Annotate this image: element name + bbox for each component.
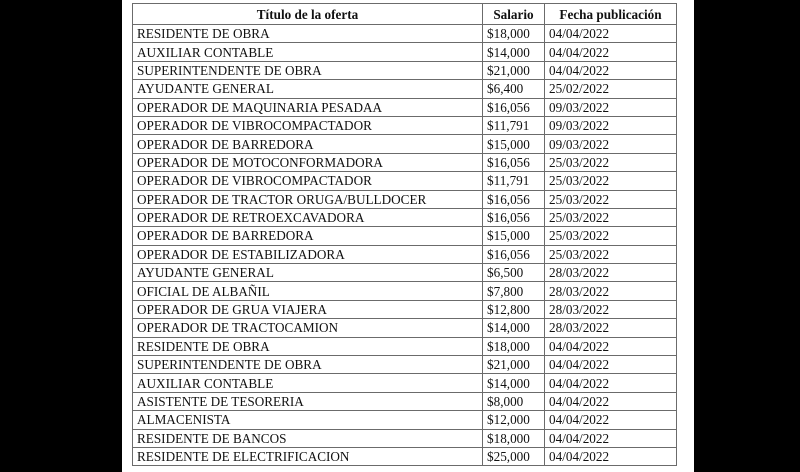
cell-date: 25/02/2022 [545,80,677,98]
cell-salary: $18,000 [483,337,545,355]
cell-salary: $21,000 [483,356,545,374]
cell-salary: $8,000 [483,392,545,410]
cell-salary: $16,056 [483,190,545,208]
cell-title: RESIDENTE DE OBRA [133,337,483,355]
cell-date: 25/03/2022 [545,190,677,208]
cell-title: SUPERINTENDENTE DE OBRA [133,356,483,374]
table-row [133,172,677,190]
cell-title: RESIDENTE DE BANCOS [133,429,483,447]
cell-salary: $12,800 [483,300,545,318]
cell-salary: $12,000 [483,411,545,429]
cell-date: 25/03/2022 [545,245,677,263]
cell-date: 28/03/2022 [545,300,677,318]
table-row [133,374,677,392]
cell-salary: $21,000 [483,61,545,79]
cell-salary: $18,000 [483,25,545,43]
cell-title: OPERADOR DE RETROEXCAVADORA [133,208,483,226]
cell-date: 04/04/2022 [545,337,677,355]
table-row [133,429,677,447]
cell-date: 04/04/2022 [545,43,677,61]
cell-title: ASISTENTE DE TESORERIA [133,392,483,410]
cell-date: 25/03/2022 [545,172,677,190]
cell-date: 09/03/2022 [545,98,677,116]
cell-title: AYUDANTE GENERAL [133,80,483,98]
cell-date: 25/03/2022 [545,153,677,171]
table-row [133,190,677,208]
table-row [133,282,677,300]
table-row [133,61,677,79]
cell-title: AUXILIAR CONTABLE [133,43,483,61]
cell-date: 04/04/2022 [545,61,677,79]
cell-date: 04/04/2022 [545,25,677,43]
cell-title: OPERADOR DE TRACTOCAMION [133,319,483,337]
table-row [133,98,677,116]
table-row [133,245,677,263]
cell-title: OPERADOR DE VIBROCOMPACTADOR [133,116,483,134]
cell-salary: $16,056 [483,98,545,116]
cell-salary: $7,800 [483,282,545,300]
cell-salary: $15,000 [483,227,545,245]
table-row [133,208,677,226]
cell-date: 28/03/2022 [545,319,677,337]
cell-date: 25/03/2022 [545,227,677,245]
cell-title: OPERADOR DE TRACTOR ORUGA/BULLDOCER [133,190,483,208]
table-row [133,356,677,374]
cell-salary: $15,000 [483,135,545,153]
table-body [133,25,677,466]
cell-salary: $25,000 [483,447,545,465]
table-row [133,392,677,410]
cell-salary: $14,000 [483,319,545,337]
cell-date: 04/04/2022 [545,447,677,465]
cell-date: 09/03/2022 [545,116,677,134]
cell-date: 28/03/2022 [545,282,677,300]
table-header-row [133,4,677,25]
table-row [133,135,677,153]
cell-title: SUPERINTENDENTE DE OBRA [133,61,483,79]
cell-title: OPERADOR DE BARREDORA [133,227,483,245]
job-offers-table [132,3,677,466]
cell-salary: $16,056 [483,245,545,263]
cell-title: OPERADOR DE VIBROCOMPACTADOR [133,172,483,190]
cell-salary: $6,500 [483,264,545,282]
cell-title: OPERADOR DE ESTABILIZADORA [133,245,483,263]
table-row [133,447,677,465]
cell-date: 04/04/2022 [545,411,677,429]
table-row [133,43,677,61]
table-row [133,411,677,429]
header-date: Fecha publicación [545,4,677,25]
table-row [133,319,677,337]
cell-title: OPERADOR DE BARREDORA [133,135,483,153]
cell-salary: $11,791 [483,172,545,190]
cell-date: 04/04/2022 [545,374,677,392]
cell-title: OPERADOR DE GRUA VIAJERA [133,300,483,318]
table-row [133,264,677,282]
table-row [133,80,677,98]
cell-salary: $14,000 [483,374,545,392]
table-row [133,337,677,355]
cell-title: OPERADOR DE MAQUINARIA PESADAA [133,98,483,116]
cell-date: 04/04/2022 [545,429,677,447]
table-row [133,25,677,43]
cell-date: 09/03/2022 [545,135,677,153]
table-row [133,300,677,318]
cell-title: AUXILIAR CONTABLE [133,374,483,392]
cell-title: ALMACENISTA [133,411,483,429]
document-page [122,0,694,472]
table-row [133,116,677,134]
cell-date: 04/04/2022 [545,392,677,410]
cell-salary: $16,056 [483,153,545,171]
cell-salary: $14,000 [483,43,545,61]
table-row [133,227,677,245]
header-salary: Salario [483,4,545,25]
cell-salary: $16,056 [483,208,545,226]
cell-title: AYUDANTE GENERAL [133,264,483,282]
cell-salary: $18,000 [483,429,545,447]
cell-title: RESIDENTE DE OBRA [133,25,483,43]
header-title: Título de la oferta [133,4,483,25]
cell-date: 28/03/2022 [545,264,677,282]
cell-salary: $11,791 [483,116,545,134]
cell-date: 04/04/2022 [545,356,677,374]
cell-date: 25/03/2022 [545,208,677,226]
table-row [133,153,677,171]
cell-title: OPERADOR DE MOTOCONFORMADORA [133,153,483,171]
cell-title: RESIDENTE DE ELECTRIFICACION [133,447,483,465]
cell-salary: $6,400 [483,80,545,98]
cell-title: OFICIAL DE ALBAÑIL [133,282,483,300]
